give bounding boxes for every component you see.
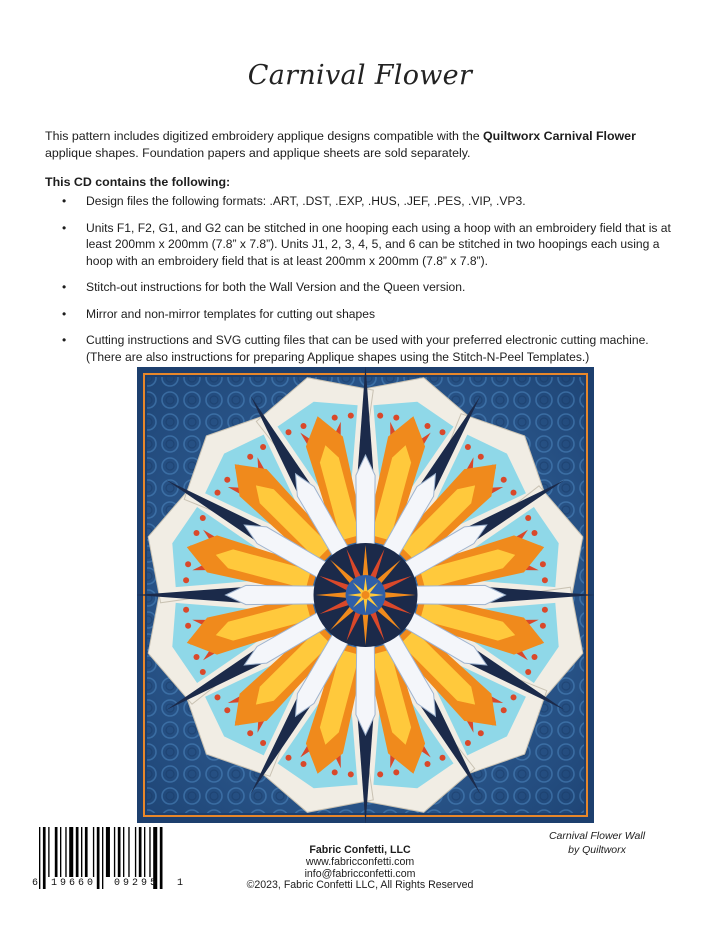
fan-dot [511, 694, 517, 700]
barcode-bar [69, 827, 73, 877]
list-item-text: Cutting instructions and SVG cutting files that can be used with your preferred electronic cutting machine. (There are also instructions for preparing Applique shapes using the Stitch-N-Peel Templates.) [86, 333, 649, 364]
fan-dot [542, 577, 548, 583]
fan-dot [425, 761, 431, 767]
fan-dot [224, 707, 230, 713]
list-item [45, 193, 685, 210]
intro-product-name: Quiltworx Carnival Flower [483, 129, 636, 143]
cd-contents-heading: This CD contains the following: [45, 175, 231, 189]
fan-dot [348, 413, 354, 419]
fan-dot [194, 654, 200, 660]
fan-dot [247, 454, 253, 460]
fan-dot [348, 771, 354, 777]
barcode-bar [123, 827, 124, 877]
barcode-bar [106, 827, 110, 877]
fan-dot [525, 669, 531, 675]
barcode-bar [149, 827, 150, 877]
center-dot [362, 591, 370, 599]
bullet-icon: • [62, 306, 67, 321]
fan-dot [247, 730, 253, 736]
list-item-text: Stitch-out instructions for both the Wall Version and the Queen version. [86, 280, 466, 294]
fan-dot [200, 515, 206, 521]
barcode-bar [114, 827, 115, 877]
company-website: www.fabricconfetti.com [305, 855, 415, 868]
bullet-icon: • [62, 333, 67, 347]
list-item [45, 279, 685, 296]
fan-dot [478, 454, 484, 460]
intro-paragraph [45, 128, 685, 162]
fan-dot [393, 415, 399, 421]
fan-dot [332, 769, 338, 775]
fan-dot [478, 730, 484, 736]
fan-dot [465, 740, 471, 746]
barcode-bar [93, 827, 94, 877]
fan-dot [301, 761, 307, 767]
barcode-digit-first: 6 [32, 878, 39, 889]
fan-dot [215, 490, 221, 496]
barcode-bar [81, 827, 82, 877]
cd-contents-list [45, 193, 685, 375]
fan-dot [393, 769, 399, 775]
fan-dot [286, 429, 292, 435]
fan-dot [540, 561, 546, 567]
bullet-icon: • [62, 194, 67, 208]
image-caption [526, 829, 668, 857]
barcode-bar [118, 827, 121, 877]
intro-text-2: applique shapes. Foundation papers and applique sheets are sold separately. [45, 146, 471, 160]
list-item-text: Units F1, F2, G1, and G2 can be stitched in one hooping each using a hoop with an embroidery field that is at least 200mm x 200mm (7.8” x 7.8”). Units J1, 2, 3, 4, 5, and 6 can be stitched in two hoopings each using a hoop with an embroidery field that is at least 200mm x 200mm (7.8” x 7.8”). [86, 220, 671, 268]
fan-dot [194, 530, 200, 536]
fan-dot [525, 515, 531, 521]
fan-dot [332, 415, 338, 421]
barcode-digit-last: 1 [177, 878, 184, 889]
fan-dot [185, 623, 191, 629]
barcode-bar [60, 827, 61, 877]
list-item-text: Design files the following formats: .ART, .DST, .EXP, .HUS, .JEF, .PES, .VIP, .VP3. [86, 194, 526, 208]
fan-dot [260, 444, 266, 450]
list-item-text: Mirror and non-mirror templates for cutting out shapes [86, 306, 376, 321]
barcode-bar [139, 827, 142, 877]
page-title: Carnival Flower [247, 60, 473, 91]
caption-line-2: by Quiltworx [568, 844, 626, 856]
fan-dot [532, 654, 538, 660]
fan-dot [200, 669, 206, 675]
fan-dot [286, 755, 292, 761]
fan-dot [542, 607, 548, 613]
barcode-bar [128, 827, 129, 877]
fan-dot [440, 429, 446, 435]
fan-dot [183, 607, 189, 613]
barcode-digits [34, 878, 184, 892]
barcode-group-2: 09295 [114, 878, 160, 889]
caption-line-1: Carnival Flower Wall [548, 830, 646, 842]
barcode-bar [48, 827, 49, 877]
fan-dot [501, 477, 507, 483]
fan-dot [540, 623, 546, 629]
list-item [45, 306, 685, 323]
white-petal [226, 585, 327, 604]
company-email: info@fabricconfetti.com [304, 867, 416, 880]
white-petal [356, 634, 375, 735]
fan-dot [511, 490, 517, 496]
fan-dot [501, 707, 507, 713]
fan-dot [301, 423, 307, 429]
barcode-group-1: 19660 [51, 878, 97, 889]
fan-dot [183, 577, 189, 583]
quilt-image [137, 367, 594, 823]
list-item [45, 220, 685, 270]
barcode-bar [135, 827, 136, 877]
white-petal [405, 585, 506, 604]
company-name: Fabric Confetti, LLC [309, 844, 411, 856]
barcode-bar [55, 827, 58, 877]
barcode-bar [76, 827, 79, 877]
fan-dot [185, 561, 191, 567]
copyright-notice: ©2023, Fabric Confetti LLC, All Rights Reserved [246, 879, 474, 892]
barcode-bar [85, 827, 88, 877]
bullet-icon: • [62, 280, 67, 294]
fan-dot [224, 477, 230, 483]
bullet-icon: • [62, 220, 67, 235]
fan-dot [377, 413, 383, 419]
fan-dot [260, 740, 266, 746]
barcode-bar [65, 827, 66, 877]
fan-dot [215, 694, 221, 700]
white-petal [356, 455, 375, 556]
intro-text-1: This pattern includes digitized embroidery applique designs compatible with the [45, 129, 484, 143]
company-info [215, 845, 505, 892]
fan-dot [532, 530, 538, 536]
list-item [45, 332, 685, 365]
fan-dot [425, 423, 431, 429]
barcode-bar [144, 827, 145, 877]
flower-center-group [314, 543, 418, 647]
fan-dot [377, 771, 383, 777]
fan-dot [465, 444, 471, 450]
fan-dot [440, 755, 446, 761]
